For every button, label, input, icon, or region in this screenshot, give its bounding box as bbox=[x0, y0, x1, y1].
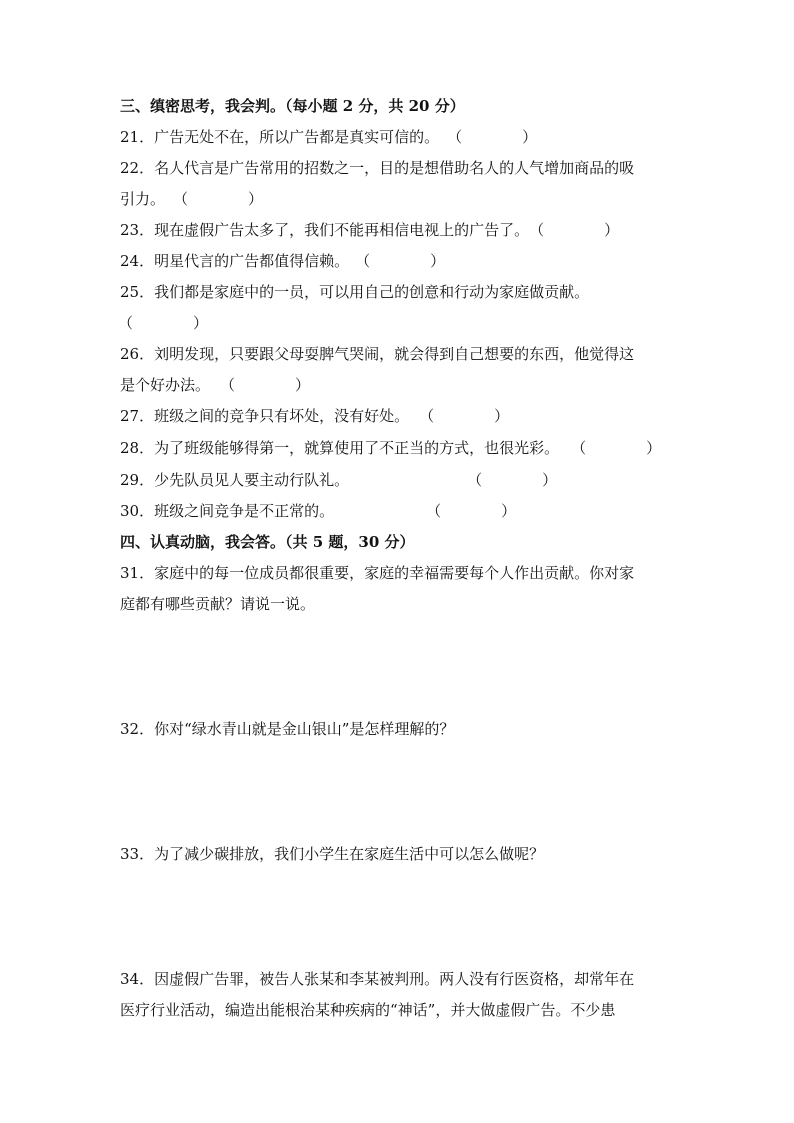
question-30 bbox=[120, 501, 516, 521]
question-32: 32．你对“绿水青山就是金山银山”是怎样理解的？ bbox=[120, 720, 455, 738]
section-4-title: 四、认真动脑，我会答。（共 5 题，30 分） bbox=[120, 533, 415, 551]
question-26-line-1: 26．刘明发现，只要跟父母耍脾气哭闹，就会得到自己想要的东西，他觉得这 bbox=[120, 345, 635, 363]
answer-blank[interactable]: （ ） bbox=[118, 314, 209, 332]
question-27 bbox=[120, 406, 509, 426]
question-24 bbox=[120, 251, 445, 271]
question-text: 21．广告无处不在，所以广告都是真实可信的。 bbox=[120, 128, 440, 146]
question-34-line-2: 医疗行业活动，编造出能根治某种疾病的“神话”，并大做虚假广告。不少患 bbox=[120, 1001, 616, 1019]
question-text: 30．班级之间竞争是不正常的。 bbox=[120, 502, 335, 520]
question-23 bbox=[120, 220, 619, 240]
question-25-line-2 bbox=[118, 313, 208, 333]
question-26-line-2 bbox=[120, 375, 310, 395]
question-28 bbox=[120, 438, 661, 458]
answer-blank[interactable]: （ ） bbox=[220, 376, 311, 394]
question-22-line-1: 22．名人代言是广告常用的招数之一，目的是想借助名人的人气增加商品的吸 bbox=[120, 159, 635, 177]
question-25-line-1: 25．我们都是家庭中的一员，可以用自己的创意和行动为家庭做贡献。 bbox=[120, 283, 590, 301]
question-33: 33．为了减少碳排放，我们小学生在家庭生活中可以怎么做呢？ bbox=[120, 845, 545, 863]
section-3-title: 三、缜密思考，我会判。（每小题 2 分，共 20 分） bbox=[120, 97, 465, 115]
answer-blank[interactable]: （ ） bbox=[447, 128, 538, 146]
question-29 bbox=[120, 470, 557, 490]
question-31-line-1: 31．家庭中的每一位成员都很重要，家庭的幸福需要每个人作出贡献。你对家 bbox=[120, 564, 635, 582]
question-31-line-2: 庭都有哪些贡献？请说一说。 bbox=[120, 595, 316, 613]
answer-blank[interactable]: （ ） bbox=[426, 502, 517, 520]
question-text: 27．班级之间的竞争只有坏处，没有好处。 bbox=[120, 407, 410, 425]
question-34-line-1: 34．因虚假广告罪，被告人张某和李某被判刑。两人没有行医资格，却常年在 bbox=[120, 970, 635, 988]
answer-blank[interactable]: （ ） bbox=[355, 252, 446, 270]
answer-blank[interactable]: （ ） bbox=[419, 407, 510, 425]
question-text: 28．为了班级能够得第一，就算使用了不正当的方式，也很光彩。 bbox=[120, 439, 560, 457]
question-text: 29．少先队员见人要主动行队礼。 bbox=[120, 471, 350, 489]
answer-blank[interactable]: （ ） bbox=[173, 190, 264, 208]
question-22-line-2 bbox=[120, 189, 263, 209]
question-21 bbox=[120, 127, 537, 147]
answer-blank[interactable]: （ ） bbox=[529, 221, 620, 239]
answer-blank[interactable]: （ ） bbox=[571, 439, 662, 457]
question-text: 24．明星代言的广告都值得信赖。 bbox=[120, 252, 350, 270]
question-text: 引力。 bbox=[120, 190, 166, 208]
answer-blank[interactable]: （ ） bbox=[467, 471, 558, 489]
question-text: 23．现在虚假广告太多了，我们不能再相信电视上的广告了。 bbox=[120, 221, 530, 239]
question-text: 是个好办法。 bbox=[120, 376, 211, 394]
